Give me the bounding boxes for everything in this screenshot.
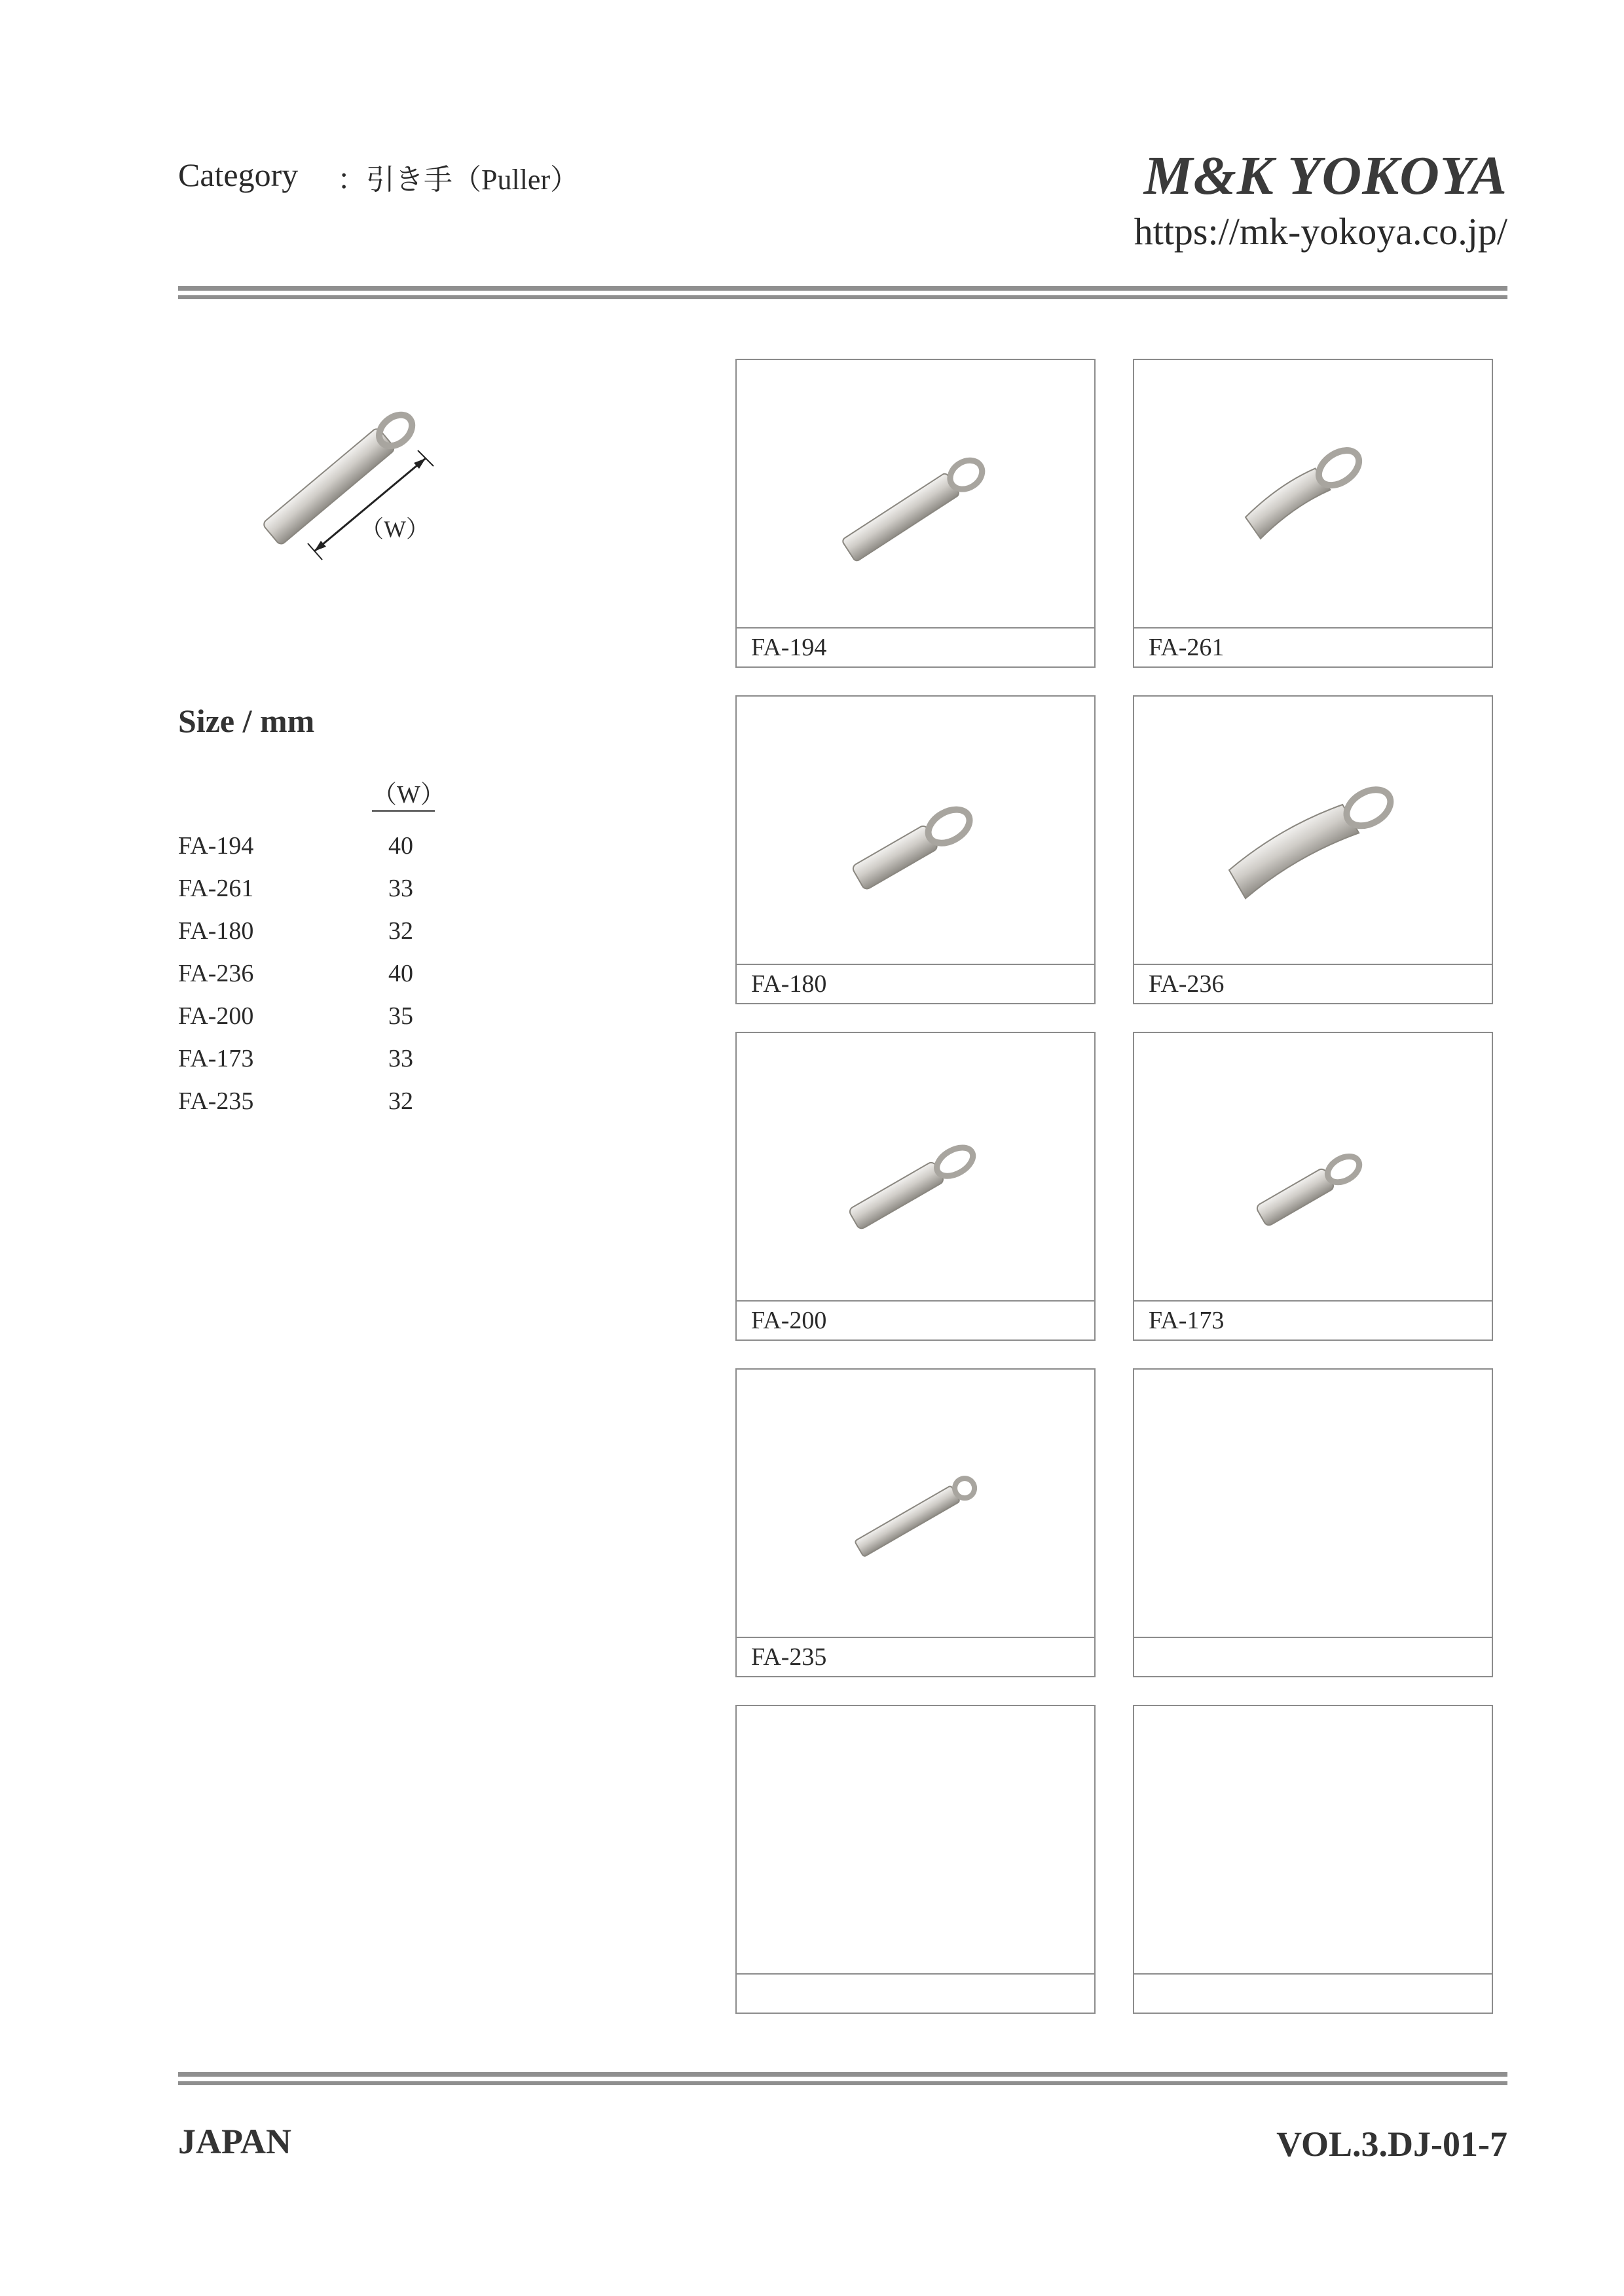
category-value: ：引き手（Puller） [337, 164, 580, 196]
long-puller-icon [737, 360, 1094, 627]
size-row-value: 40 [388, 832, 413, 860]
size-row-value: 33 [388, 875, 413, 902]
size-row-value: 40 [388, 960, 413, 987]
size-row-value: 35 [388, 1002, 413, 1030]
footer-country: JAPAN [178, 2122, 291, 2161]
product-code: FA-194 [737, 627, 1094, 668]
curved-long-puller-icon [1134, 697, 1492, 964]
small-puller-icon [1134, 1033, 1492, 1300]
product-card-fa-173[interactable] [1133, 1032, 1493, 1341]
sample-puller-illustration [216, 380, 491, 602]
product-code [737, 1973, 1094, 2014]
footer-rule-bottom [178, 2081, 1507, 2085]
size-row-value: 33 [388, 1045, 413, 1072]
product-card-fa-236[interactable] [1133, 695, 1493, 1004]
size-row-code: FA-173 [178, 1045, 254, 1072]
empty-product-card [1133, 1705, 1493, 2014]
slim-puller-icon [737, 1033, 1094, 1300]
curved-puller-icon [1134, 360, 1492, 627]
website-link[interactable]: https://mk-yokoya.co.jp/ [1134, 210, 1507, 253]
size-row-code: FA-200 [178, 1002, 254, 1030]
size-row-code: FA-235 [178, 1087, 254, 1115]
size-title: Size / mm [178, 702, 315, 739]
product-code [1134, 1973, 1492, 2014]
size-row-code: FA-261 [178, 875, 254, 902]
footer-page-code: VOL.3.DJ-01-7 [1276, 2124, 1507, 2164]
empty-image-slot [1134, 1706, 1492, 1973]
product-card-fa-194[interactable] [735, 359, 1096, 668]
product-code: FA-200 [737, 1300, 1094, 1341]
empty-product-card [735, 1705, 1096, 2014]
size-row-code: FA-236 [178, 960, 254, 987]
size-row-code: FA-180 [178, 917, 254, 945]
size-row-value: 32 [388, 1087, 413, 1115]
width-column-header: （W） [372, 781, 445, 809]
size-row-value: 32 [388, 917, 413, 945]
product-code [1134, 1637, 1492, 1677]
product-card-fa-180[interactable] [735, 695, 1096, 1004]
product-code: FA-173 [1134, 1300, 1492, 1341]
category-label: Category [178, 156, 299, 193]
product-card-fa-235[interactable] [735, 1368, 1096, 1677]
size-row-code: FA-194 [178, 832, 254, 860]
dimension-label: （W） [360, 516, 430, 542]
bar-puller-icon [737, 1370, 1094, 1637]
short-puller-icon [737, 697, 1094, 964]
product-code: FA-236 [1134, 964, 1492, 1004]
product-code: FA-261 [1134, 627, 1492, 668]
header-rule-bottom [178, 295, 1507, 299]
header-rule-top [178, 286, 1507, 291]
product-card-fa-261[interactable] [1133, 359, 1493, 668]
footer-rule-top [178, 2072, 1507, 2077]
product-code: FA-235 [737, 1637, 1094, 1677]
column-header-underline [372, 810, 435, 812]
product-code: FA-180 [737, 964, 1094, 1004]
empty-image-slot [1134, 1370, 1492, 1637]
empty-product-card [1133, 1368, 1493, 1677]
empty-image-slot [737, 1706, 1094, 1973]
product-card-fa-200[interactable] [735, 1032, 1096, 1341]
brand-logo: M&K YOKOYA [1143, 145, 1507, 206]
